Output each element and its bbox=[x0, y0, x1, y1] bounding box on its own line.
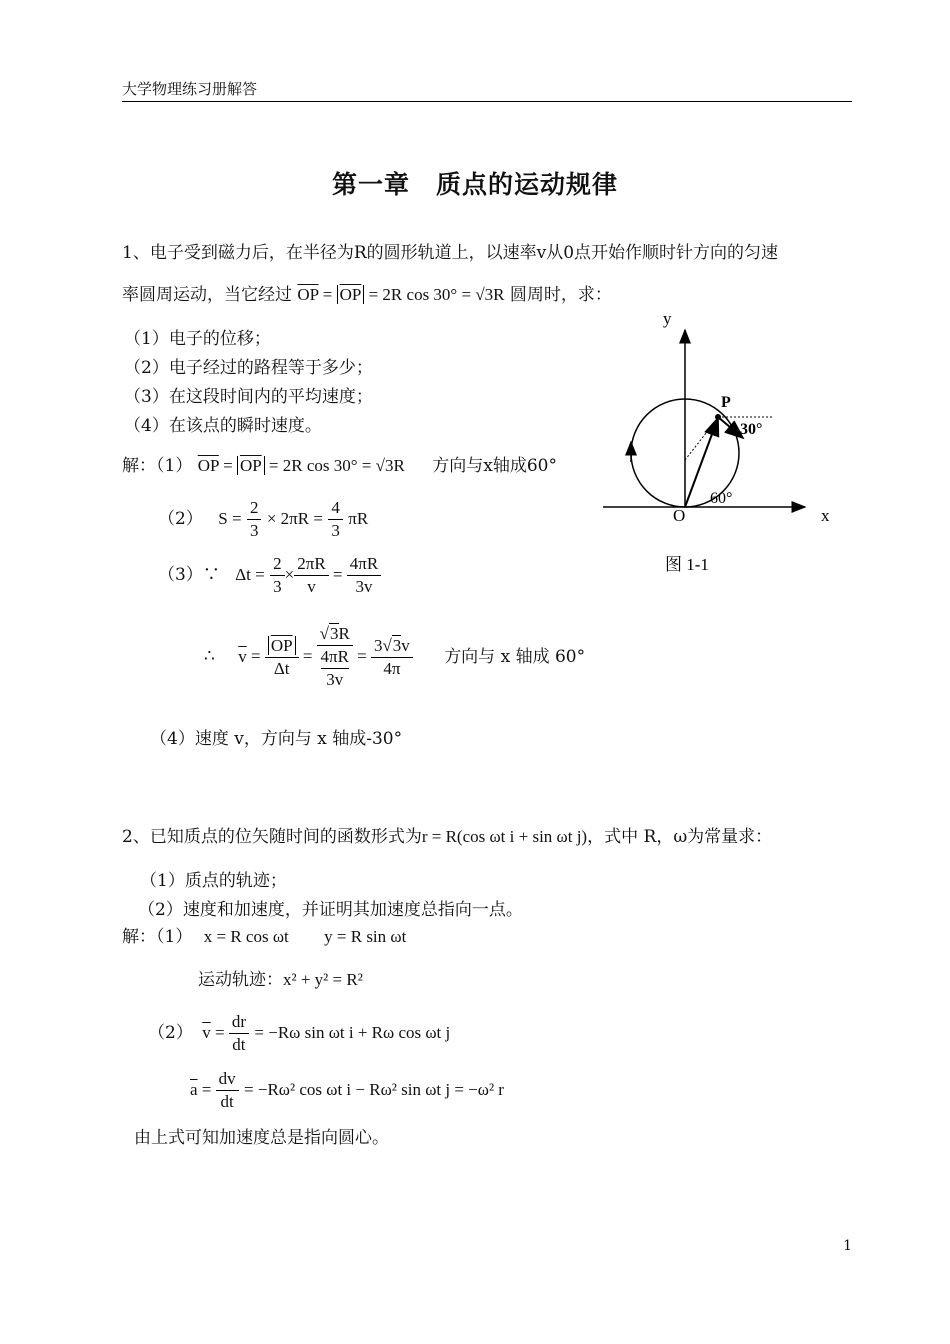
y-axis-label: y bbox=[663, 309, 672, 328]
angle-60-label: 60° bbox=[710, 490, 733, 507]
origin-label: O bbox=[673, 506, 686, 525]
p1-line2-pre: 率圆周运动，当它经过 bbox=[122, 285, 292, 305]
p1-sol3-label: （3）∵ bbox=[158, 565, 220, 585]
p2-q1: （1）质点的轨迹； bbox=[140, 871, 287, 891]
chapter-title: 第一章 质点的运动规律 bbox=[331, 170, 618, 199]
point-p bbox=[715, 414, 721, 420]
angle-30-label: 30° bbox=[740, 421, 763, 438]
p2-line1-eq: r = R(cos ωt i + sin ωt j) bbox=[421, 827, 588, 846]
p1-line2: 率圆周运动，当它经过 $\overline{OP} = \overline{OP} = 2R$ cos 30° = √3R 圆周时，求： bbox=[122, 285, 612, 305]
p2-traj-label: 运动轨迹： bbox=[198, 970, 283, 990]
p1-sol1-op: $\overline{OP}$ bbox=[197, 456, 219, 475]
p1-sol2-label: （2） bbox=[158, 509, 203, 529]
p1-sol3b-frac-op-dt: $\frac{\overline{OP}}{\Delta t}$ bbox=[265, 635, 299, 680]
p2-line1 bbox=[122, 822, 772, 847]
p2-dv-dt: $\frac{dv}{dt}$ bbox=[216, 1068, 239, 1113]
p1-sol2-frac-4-3: $\frac{4}{3}$ bbox=[328, 497, 343, 542]
p2-sol2-velocity: （2） $\overline{v}$ = $\frac{dr}{dt}$ = −Rω sin ωt i + Rω cos ωt j bbox=[148, 1012, 451, 1054]
p2-sol2-label: （2） bbox=[148, 1023, 193, 1043]
p1-line2-post: 圆周时，求： bbox=[509, 285, 612, 305]
p1-op-eq-rest: = 2R cos 30° = √3R bbox=[364, 285, 505, 304]
p1-sol2-eq-pre: S = bbox=[218, 509, 242, 528]
header-rule bbox=[122, 101, 852, 102]
p1-op-vector: $\overline{OP}$ bbox=[297, 285, 319, 304]
p2-traj-eq: x² + y² = R² bbox=[283, 970, 363, 989]
p1-sol1: 解：（1） $\overline{OP} = \overline{OP} = 2R$ cos 30° = √3R 方向与x轴成60° bbox=[122, 456, 557, 476]
p1-sol1-direction: 方向与x轴成60° bbox=[432, 456, 557, 476]
p1-sol1-eq-rest: = 2R cos 30° = √3R bbox=[264, 456, 405, 475]
p1-line1: 1、电子受到磁力后，在半径为R的圆形轨道上，以速率v从0点开始作顺时针方向的匀速 bbox=[122, 243, 779, 263]
p1-sol1-op-abs: $\overline{OP}$ bbox=[239, 456, 262, 475]
p1-q4: （4）在该点的瞬时速度。 bbox=[124, 416, 322, 436]
p1-sol3b-op-abs: $\overline{OP}$ bbox=[270, 635, 293, 655]
p2-line1-post: ，式中 R，ω为常量求： bbox=[587, 827, 773, 847]
p2-sol1-label: 解：（1） bbox=[122, 927, 193, 947]
p2-q2: （2）速度和加速度，并证明其加速度总指向一点。 bbox=[138, 900, 523, 920]
p1-sol1-label: 解：（1） bbox=[122, 456, 193, 476]
p1-sol3-frac-2-3: $\frac{2}{3}$ bbox=[270, 553, 285, 598]
point-p-label: P bbox=[721, 394, 731, 411]
p1-sol4: （4）速度 v，方向与 x 轴成-30° bbox=[150, 729, 403, 749]
p2-sol1-x: x = R cos ωt bbox=[203, 927, 289, 946]
radius-guide bbox=[685, 419, 717, 460]
p2-line1-pre: 2、已知质点的位矢随时间的函数形式为 bbox=[122, 827, 422, 847]
p1-sol3b-frac-compound: √3R 4πR 3v bbox=[317, 623, 353, 691]
p2-dr-dt: $\frac{dr}{dt}$ bbox=[229, 1011, 249, 1056]
p2-v-eq: = −Rω sin ωt i + Rω cos ωt j bbox=[254, 1023, 451, 1042]
therefore-symbol: ∴ bbox=[204, 646, 215, 667]
x-axis-label: x bbox=[821, 506, 830, 525]
figure-caption: 图 1-1 bbox=[665, 555, 709, 574]
p1-sol2-mid: × 2πR = bbox=[266, 509, 323, 528]
p1-sol2-tail: πR bbox=[348, 509, 369, 528]
p1-q1: （1）电子的位移； bbox=[124, 329, 271, 349]
p1-q2: （2）电子经过的路程等于多少； bbox=[124, 358, 373, 378]
p1-sol3b-frac-result: $\frac{3√3v}{4\pi}$ bbox=[371, 635, 413, 680]
p1-sol3-frac-4piR-3v: $\frac{4\pi R}{3v}$ bbox=[347, 553, 381, 598]
p2-sol1 bbox=[122, 922, 406, 947]
p1-sol3b: ∴ $\overline{v}$ = $\frac{\overline{OP}}{\Delta t}$ = √3R 4πR 3v = $\frac{3√3v}{4\pi}$ 方向与 x 轴成 60° bbox=[204, 624, 586, 689]
p1-q3: （3）在这段时间内的平均速度； bbox=[124, 387, 373, 407]
p2-sol1-y: y = R sin ωt bbox=[324, 927, 407, 946]
p2-conclusion: 由上式可知加速度总是指向圆心。 bbox=[134, 1128, 389, 1148]
figure-1-1 bbox=[595, 300, 845, 600]
p1-sol3-pre: Δt = bbox=[235, 565, 265, 584]
page-number: 1 bbox=[843, 1238, 852, 1254]
running-header: 大学物理练习册解答 bbox=[122, 80, 258, 98]
p1-sol2-frac-2-3: $\frac{2}{3}$ bbox=[247, 497, 262, 542]
p2-acceleration: $\overline{a}$ = $\frac{dv}{dt}$ = −Rω² cos ωt i − Rω² sin ωt j = −ω² r bbox=[190, 1069, 504, 1111]
p1-sol3-frac-2piR-v: $\frac{2\pi R}{v}$ bbox=[294, 553, 328, 598]
p2-trajectory bbox=[198, 965, 363, 990]
p1-sol3b-direction: 方向与 x 轴成 60° bbox=[444, 646, 586, 667]
p1-sol2 bbox=[158, 497, 368, 542]
p1-sol3: （3）∵ Δt = $\frac{2}{3}$ × $\frac{2\pi R}{v}$ = $\frac{4\pi R}{3v}$ bbox=[158, 553, 381, 598]
p1-op-abs: $\overline{OP}$ bbox=[339, 285, 362, 304]
p2-a-eq: = −Rω² cos ωt i − Rω² sin ωt j = −ω² r bbox=[244, 1080, 504, 1099]
